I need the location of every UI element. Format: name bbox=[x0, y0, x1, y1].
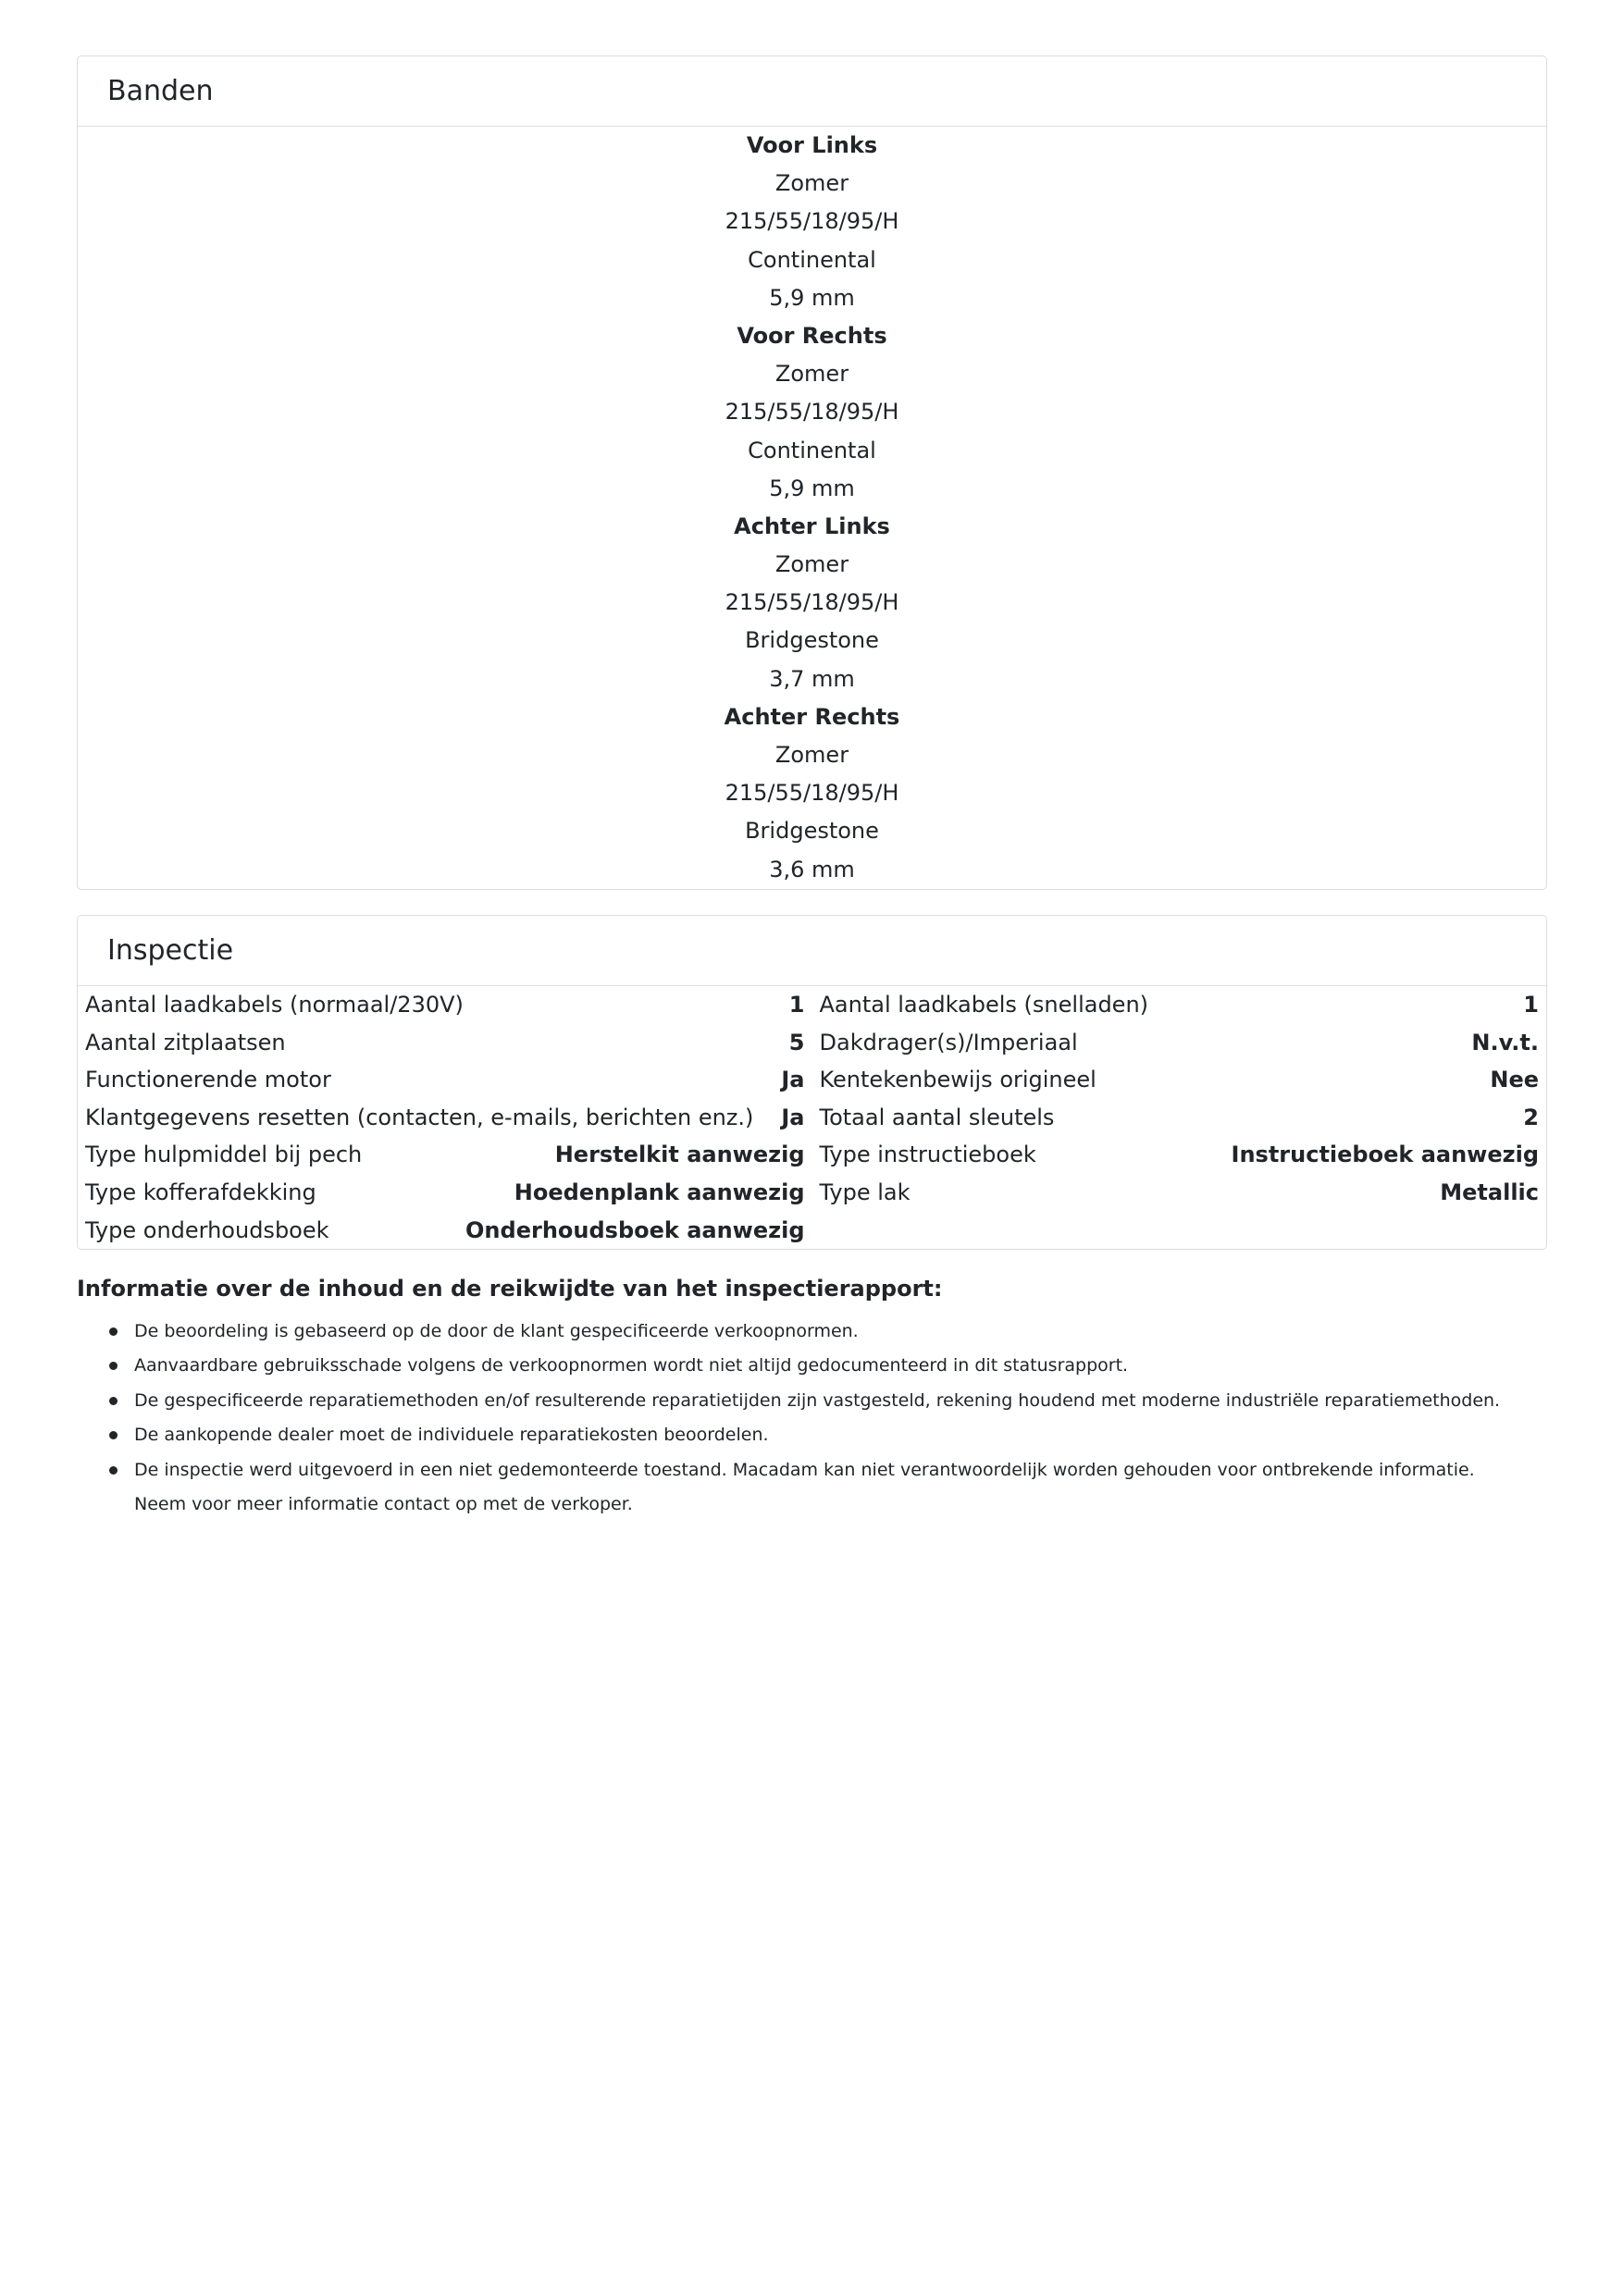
inspection-value: 2 bbox=[1523, 1104, 1539, 1130]
inspection-value: N.v.t. bbox=[1471, 1029, 1539, 1055]
inspection-label: Type instructieboek bbox=[819, 1142, 1036, 1168]
inspection-label: Aantal zitplaatsen bbox=[85, 1029, 286, 1055]
inspection-value: Hoedenplank aanwezig bbox=[514, 1179, 805, 1206]
inspection-label: Aantal laadkabels (snelladen) bbox=[819, 992, 1149, 1018]
tire-position: Voor Rechts bbox=[737, 322, 887, 349]
tire-tread-depth: 3,7 mm bbox=[769, 665, 855, 692]
inspection-value: Nee bbox=[1490, 1067, 1539, 1093]
inspection-row bbox=[78, 1211, 812, 1249]
inspection-value: Ja bbox=[781, 1104, 805, 1130]
inspection-value: Ja bbox=[781, 1067, 805, 1093]
inspection-row bbox=[78, 1099, 812, 1137]
tire-tread-depth: 5,9 mm bbox=[769, 475, 855, 501]
tire-tread-depth: 3,6 mm bbox=[769, 856, 855, 883]
inspection-label: Type kofferafdekking bbox=[85, 1179, 316, 1206]
inspection-row bbox=[812, 1061, 1547, 1099]
inspection-column-left bbox=[78, 986, 812, 1249]
inspection-row bbox=[812, 1174, 1547, 1212]
tire-size: 215/55/18/95/H bbox=[725, 589, 899, 616]
tire-season: Zomer bbox=[774, 170, 849, 197]
info-list-item: De aankopende dealer moet de individuele reparatiekosten beoordelen. bbox=[77, 1418, 1547, 1453]
tire-size: 215/55/18/95/H bbox=[725, 208, 899, 235]
inspection-row bbox=[812, 986, 1547, 1024]
inspection-label: Dakdrager(s)/Imperiaal bbox=[819, 1029, 1078, 1055]
tire-brand: Bridgestone bbox=[745, 818, 879, 845]
inspection-row bbox=[812, 1099, 1547, 1137]
inspection-label: Functionerende motor bbox=[85, 1067, 331, 1093]
inspection-label: Type onderhoudsboek bbox=[85, 1216, 329, 1243]
tire-front-right bbox=[78, 317, 1546, 508]
inspection-label: Aantal laadkabels (normaal/230V) bbox=[85, 992, 464, 1018]
info-list-item: De gespecificeerde reparatiemethoden en/of resulterende reparatietijden zijn vastgesteld, rekening houdend met moderne industriële reparatiemethoden. bbox=[77, 1384, 1547, 1419]
tire-season: Zomer bbox=[774, 742, 849, 768]
inspection-row bbox=[78, 986, 812, 1024]
inspection-row bbox=[78, 1136, 812, 1174]
info-list-item: Aanvaardbare gebruiksschade volgens de verkoopnormen wordt niet altijd gedocumenteerd in dit statusrapport. bbox=[77, 1349, 1547, 1384]
tire-position: Achter Links bbox=[734, 512, 890, 539]
inspection-row bbox=[78, 1061, 812, 1099]
tire-rear-right bbox=[78, 698, 1546, 889]
inspection-value: Instructieboek aanwezig bbox=[1231, 1142, 1539, 1168]
inspection-value: 5 bbox=[788, 1029, 805, 1055]
inspection-card bbox=[77, 915, 1547, 1250]
tire-position: Voor Links bbox=[746, 132, 878, 158]
tire-size: 215/55/18/95/H bbox=[725, 780, 899, 807]
inspection-row bbox=[78, 1023, 812, 1061]
tire-size: 215/55/18/95/H bbox=[725, 399, 899, 426]
info-list-item: De beoordeling is gebaseerd op de door de klant gespecificeerde verkoopnormen. bbox=[77, 1315, 1547, 1350]
inspection-grid bbox=[78, 986, 1546, 1249]
tire-brand: Continental bbox=[748, 246, 876, 273]
inspection-label: Totaal aantal sleutels bbox=[819, 1104, 1055, 1130]
inspection-value: Onderhoudsboek aanwezig bbox=[465, 1216, 805, 1243]
inspection-label: Type lak bbox=[819, 1179, 911, 1206]
inspection-label: Type hulpmiddel bij pech bbox=[85, 1142, 363, 1168]
inspection-value: Metallic bbox=[1440, 1179, 1539, 1206]
tire-position: Achter Rechts bbox=[724, 703, 900, 730]
inspection-value: Herstelkit aanwezig bbox=[554, 1142, 805, 1168]
inspection-label: Klantgegevens resetten (contacten, e-mails, berichten enz.) bbox=[85, 1104, 754, 1130]
tire-tread-depth: 5,9 mm bbox=[769, 284, 855, 311]
tire-brand: Continental bbox=[748, 437, 876, 463]
tires-card-title: Banden bbox=[78, 56, 1546, 127]
tire-season: Zomer bbox=[774, 551, 849, 578]
tire-brand: Bridgestone bbox=[745, 627, 879, 654]
tire-rear-left bbox=[78, 508, 1546, 698]
tire-season: Zomer bbox=[774, 361, 849, 388]
report-page bbox=[77, 56, 1547, 1523]
info-list bbox=[77, 1315, 1547, 1523]
inspection-card-title: Inspectie bbox=[78, 916, 1546, 986]
inspection-row bbox=[78, 1174, 812, 1212]
inspection-column-right bbox=[812, 986, 1547, 1249]
inspection-value: 1 bbox=[788, 992, 805, 1018]
inspection-value: 1 bbox=[1523, 992, 1539, 1018]
inspection-label: Kentekenbewijs origineel bbox=[819, 1067, 1096, 1093]
tires-card bbox=[77, 56, 1547, 890]
tires-list bbox=[78, 127, 1546, 889]
tire-front-left bbox=[78, 127, 1546, 317]
info-heading: Informatie over de inhoud en de reikwijdte van het inspectierapport: bbox=[77, 1275, 943, 1302]
info-list-item: De inspectie werd uitgevoerd in een niet gedemonteerde toestand. Macadam kan niet verantwoordelijk worden gehouden voor ontbrekende informatie. Neem voor meer informatie contact op met de verkoper. bbox=[77, 1453, 1547, 1523]
inspection-row bbox=[812, 1023, 1547, 1061]
inspection-row bbox=[812, 1136, 1547, 1174]
